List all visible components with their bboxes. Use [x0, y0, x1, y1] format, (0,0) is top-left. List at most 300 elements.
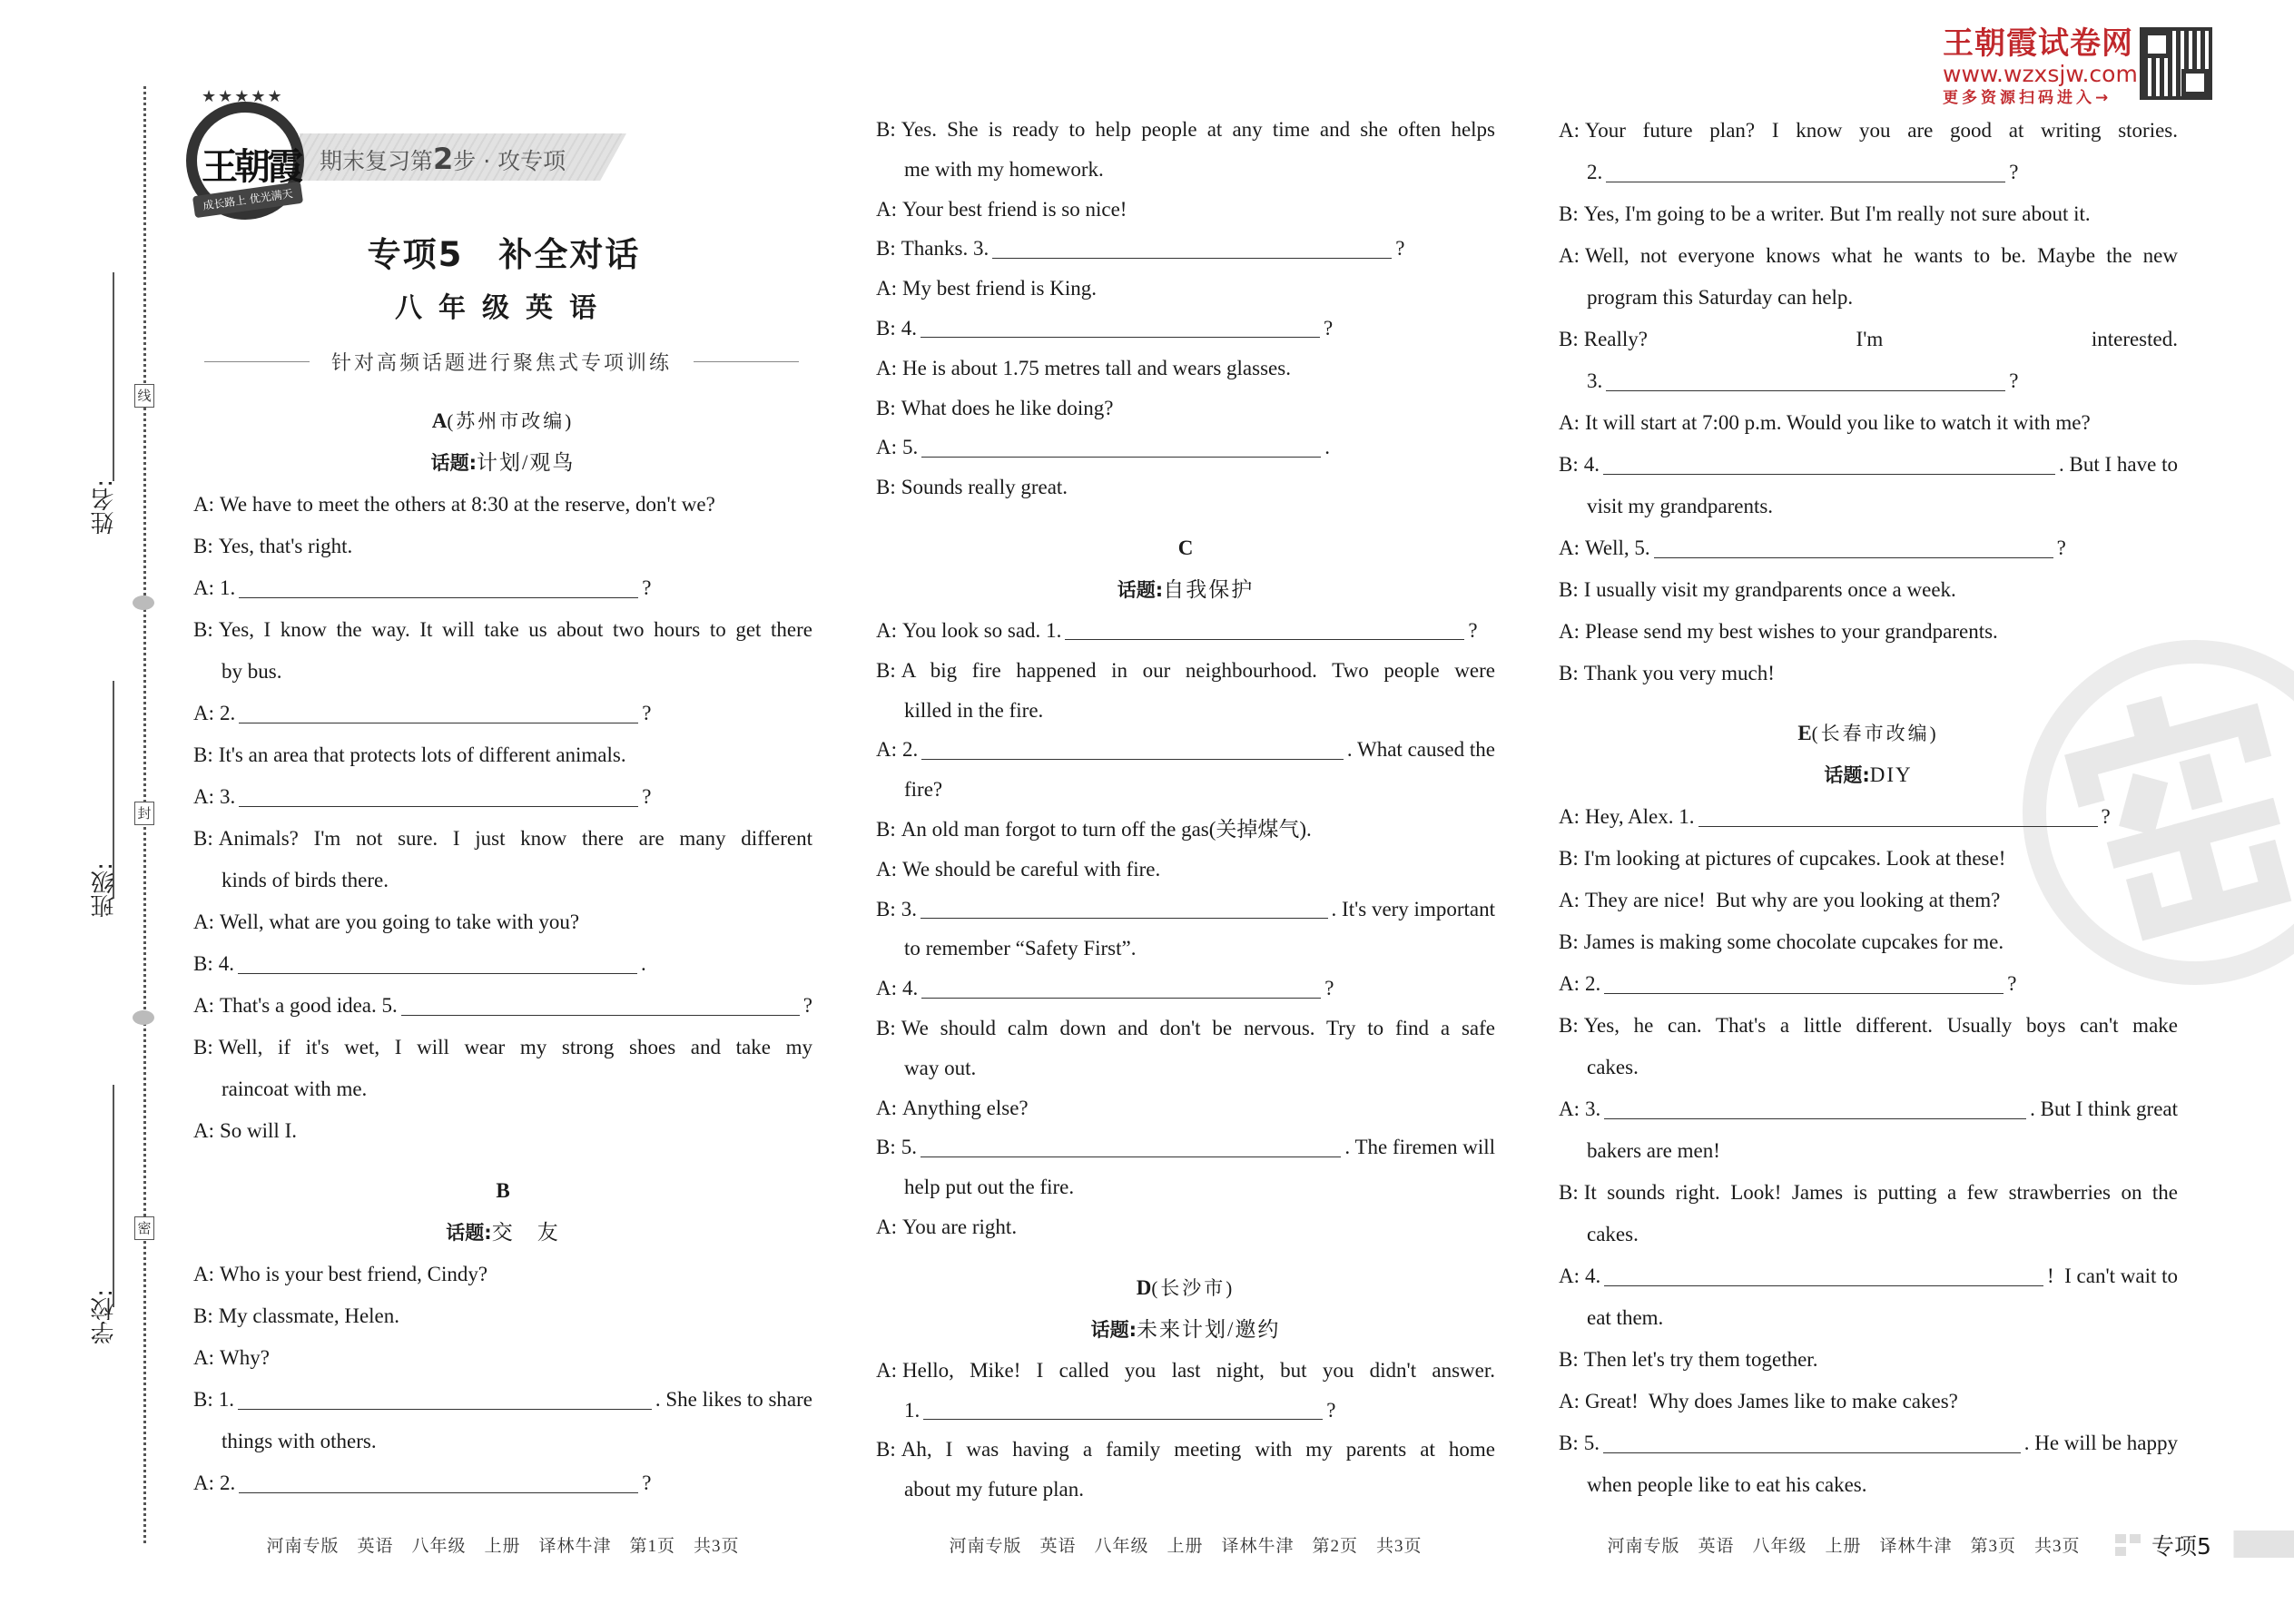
blank-suffix: . [1324, 436, 1330, 459]
speaker: B: [193, 827, 213, 850]
speaker: B: [1559, 578, 1579, 601]
line-text: Anything else? [902, 1096, 1029, 1119]
banner-step-number: 2 [433, 142, 454, 176]
dialogue-line [876, 229, 1495, 269]
footer-page-1: 河南专版 英语 八年级 上册 译林牛津 第1页 共3页 [266, 1537, 740, 1556]
line-text: Your future plan? I know you are good at writing stories. [1585, 119, 2178, 142]
answer-blank[interactable] [1604, 1267, 2043, 1286]
line-text: You are right. [902, 1215, 1018, 1238]
speaker: B: [1559, 202, 1579, 225]
dialogue-line [876, 969, 1495, 1009]
line-text: It sounds right. Look! James is putting a few strawberries on the [1583, 1181, 2178, 1204]
speaker: A: [193, 1119, 214, 1142]
dialogue-line [1559, 360, 2178, 402]
answer-blank[interactable] [921, 319, 1320, 338]
dialogue-line [1559, 1255, 2178, 1297]
line-text: bakers are men! [1587, 1139, 1720, 1162]
blank-number: 1. [220, 576, 236, 599]
line-text: I'm looking at pictures of cupcakes. Look at these! [1583, 847, 2006, 870]
blank-number: 4. [902, 977, 919, 1000]
speaker: A: [876, 857, 897, 881]
line-text: about my future plan. [904, 1478, 1085, 1501]
dialogue-line [193, 1421, 812, 1462]
dialogue-line [193, 1379, 812, 1421]
speaker: B: [193, 535, 213, 557]
speaker: B: [193, 618, 213, 641]
answer-blank[interactable] [239, 579, 638, 598]
dialogue-line [193, 526, 812, 567]
swirl-icon [133, 1010, 154, 1025]
speaker: B: [193, 1036, 213, 1058]
cut-mark: 线 [134, 384, 154, 408]
line-text: A big fire happened in our neighbourhood. Two people were [901, 658, 1495, 682]
dialogue-line [1559, 193, 2178, 235]
line-text: Well, if it's wet, I will wear my strong shoes and take my [218, 1036, 812, 1058]
line-text: way out. [904, 1056, 977, 1079]
blank-number: 1. [1046, 618, 1062, 642]
blank-number: 2. [220, 1471, 236, 1494]
line-text: fire? [904, 778, 943, 802]
dialogue-line [1559, 1381, 2178, 1422]
dialogue-line [193, 651, 812, 693]
brand-name: 王朝霞试卷网 [1943, 25, 2133, 62]
blank-suffix: . What caused the [1346, 738, 1495, 762]
blank-suffix: ? [642, 576, 652, 599]
speaker: B: [1559, 847, 1579, 870]
dialogue-line [876, 1088, 1495, 1128]
line-text: It's an area that protects lots of different animals. [218, 743, 626, 766]
page-title: 专项5 补全对话 [367, 235, 641, 274]
blank-suffix: ? [802, 994, 812, 1017]
dialogue-line [1559, 1297, 2178, 1339]
line-text: eat them. [1587, 1306, 1664, 1329]
cut-mark: 密 [134, 1216, 154, 1240]
brand-url[interactable]: www.wzxsjw.com [1943, 61, 2138, 87]
answer-blank[interactable] [1065, 621, 1464, 640]
dialogue-line [876, 691, 1495, 731]
dialogue-line [876, 309, 1495, 349]
banner-post: 步 · 攻专项 [453, 148, 566, 174]
qr-code-icon[interactable] [2140, 27, 2212, 100]
section-gap [876, 1247, 1495, 1267]
section-heading [193, 400, 812, 442]
line-text: You look so sad. [902, 618, 1047, 642]
dialogue-line [1559, 1339, 2178, 1381]
answer-blank[interactable] [1603, 456, 2055, 475]
speaker: B: [193, 1304, 213, 1327]
dialogue-line [193, 567, 812, 609]
speaker: A: [876, 436, 897, 459]
blank-number: 2. [1587, 161, 1603, 183]
dialogue-line [193, 484, 812, 526]
answer-blank[interactable] [921, 741, 1344, 760]
brand-block[interactable] [1943, 25, 2138, 109]
line-text: We should calm down and don't be nervous. Try to find a safe [901, 1016, 1495, 1039]
section-badge: 专项5 [2151, 1533, 2211, 1560]
speaker: B: [876, 476, 896, 499]
tagline-text: 针对高频话题进行聚焦式专项训练 [331, 351, 673, 374]
line-text: Why? [220, 1346, 270, 1369]
dialogue-line [1559, 277, 2178, 319]
section-source: (苏州市改编) [447, 410, 575, 432]
section-letter: E [1797, 722, 1812, 744]
dialogue-line [1559, 1047, 2178, 1088]
line-text: Thanks. [901, 237, 973, 261]
answer-blank[interactable] [1604, 1100, 2026, 1119]
swirl-icon [133, 595, 154, 610]
badge-square [2115, 1534, 2126, 1543]
answer-blank[interactable] [1606, 163, 2005, 182]
speaker: B: [1559, 1348, 1579, 1371]
topic-label: 话题: [1824, 764, 1870, 786]
dialogue-line [876, 890, 1495, 930]
blank-number: 3. [901, 897, 917, 920]
answer-blank[interactable] [1606, 372, 2005, 391]
column-3 [1559, 110, 2178, 1506]
dialogue-line [876, 1127, 1495, 1167]
line-text: Ah, I was having a family meeting with my parents at home [901, 1438, 1495, 1462]
answer-blank[interactable] [921, 979, 1321, 999]
answer-blank[interactable] [238, 1391, 652, 1410]
blank-number: 1. [904, 1398, 921, 1422]
dialogue-line [1559, 152, 2178, 193]
dialogue-line [193, 901, 812, 943]
school-label: 学校: [91, 1289, 118, 1344]
answer-blank[interactable] [1603, 1434, 2021, 1453]
speaker: B: [193, 1388, 213, 1411]
dialogue-line [876, 1048, 1495, 1088]
line-text: Yes, he can. That's a little different. Usually boys can't make [1583, 1014, 2178, 1037]
topic-label: 话题: [430, 452, 477, 474]
dialogue-line [193, 1254, 812, 1295]
speaker: A: [876, 356, 897, 379]
speaker: A: [1559, 411, 1580, 434]
dialogue-line [876, 389, 1495, 428]
dialogue-line [876, 468, 1495, 507]
line-text: Really? I'm interested. [1583, 328, 2178, 350]
line-text: Your best friend is so nice! [902, 197, 1127, 221]
line-text: So will I. [220, 1119, 297, 1142]
answer-blank[interactable] [1698, 808, 2098, 827]
speaker: B: [876, 817, 896, 841]
dialogue-line [1559, 444, 2178, 486]
speaker: B: [876, 118, 896, 141]
line-text: to remember “Safety First”. [904, 937, 1137, 960]
dialogue-line [1559, 1005, 2178, 1047]
dialogue-line [1559, 1214, 2178, 1255]
speaker: B: [1559, 662, 1579, 684]
speaker: B: [1559, 930, 1579, 953]
speaker: B: [876, 396, 896, 419]
dialogue-line [1559, 963, 2178, 1005]
blank-suffix: . The firemen will [1344, 1136, 1495, 1159]
dialogue-line [1559, 1172, 2178, 1214]
speaker: B: [876, 1016, 896, 1039]
blank-suffix: . But I think great [2030, 1097, 2178, 1120]
speaker: B: [876, 1136, 896, 1159]
topic-value: 交 友 [491, 1221, 560, 1244]
blank-suffix: . But I have to [2059, 453, 2178, 476]
topic-label: 话题: [1090, 1318, 1137, 1341]
speaker: B: [1559, 1014, 1579, 1037]
dialogue-line [876, 190, 1495, 230]
dialogue-line [876, 730, 1495, 770]
blank-suffix: ? [2056, 536, 2066, 559]
dialogue-line [193, 1068, 812, 1110]
blank-suffix: ? [1468, 618, 1478, 642]
dialogue-line [876, 651, 1495, 691]
speaker: A: [876, 1358, 897, 1382]
speaker: A: [193, 994, 214, 1017]
line-text: An old man forgot to turn off the gas(关掉煤气). [901, 817, 1312, 841]
blank-suffix: ? [2009, 161, 2019, 183]
section-heading [876, 527, 1495, 569]
banner-pre: 期末复习第 [320, 148, 434, 174]
dialogue-line [876, 110, 1495, 150]
dialogue-line [1559, 880, 2178, 921]
line-text: Animals? I'm not sure. I just know there are many different [218, 827, 812, 850]
section-heading [193, 1170, 812, 1212]
dialogue-line [193, 776, 812, 818]
blank-suffix: ? [642, 1471, 652, 1494]
blank-number: 5. [901, 1136, 917, 1159]
dialogue-line [1559, 110, 2178, 152]
speaker: B: [1559, 1181, 1579, 1204]
line-text: Yes, I know the way. It will take us about two hours to get there [218, 618, 812, 641]
answer-blank[interactable] [239, 1474, 638, 1493]
line-text: Well, not everyone knows what he wants to be. Maybe the new [1585, 244, 2178, 267]
blank-number: 4. [218, 952, 234, 975]
blank-suffix: ? [2009, 369, 2019, 392]
blank-number: 2. [902, 738, 919, 762]
speaker: A: [193, 1471, 214, 1494]
section-topic [1559, 754, 2178, 796]
answer-blank[interactable] [921, 900, 1328, 919]
section-topic [876, 1309, 1495, 1351]
blank-suffix: ? [1395, 237, 1405, 261]
speaker: A: [1559, 805, 1580, 828]
answer-blank[interactable] [1604, 975, 2004, 994]
answer-blank[interactable] [239, 788, 638, 807]
answer-blank[interactable] [238, 955, 637, 974]
speaker: A: [1559, 620, 1580, 643]
dialogue-line [1559, 1130, 2178, 1172]
dialogue-line [193, 1462, 812, 1504]
section-letter: C [1177, 536, 1194, 559]
line-text: We should be careful with fire. [902, 857, 1161, 881]
speaker: A: [193, 785, 214, 808]
speaker: A: [1559, 1097, 1580, 1120]
speaker: A: [876, 1215, 897, 1238]
dialogue-line [1559, 611, 2178, 653]
speaker: A: [1559, 119, 1580, 142]
topic-label: 话题: [1117, 578, 1164, 601]
blank-number: 4. [1583, 453, 1600, 476]
blank-number: 2. [220, 702, 236, 724]
section-letter: B [496, 1179, 510, 1202]
speaker: A: [1559, 972, 1580, 995]
section-topic [193, 442, 812, 484]
blank-number: 5. [1634, 536, 1650, 559]
topic-value: 未来计划/邀约 [1137, 1317, 1281, 1341]
dialogue-line [1559, 838, 2178, 880]
section-topic [193, 1212, 812, 1254]
line-text: program this Saturday can help. [1587, 286, 1854, 309]
dialogue-line [193, 693, 812, 734]
cut-mark: 封 [134, 802, 154, 825]
blank-number: 5. [381, 994, 398, 1017]
answer-blank[interactable] [921, 438, 1321, 458]
line-text: James is making some chocolate cupcakes for me. [1583, 930, 2004, 953]
dialogue-line [876, 850, 1495, 890]
line-text: Well, [1585, 536, 1635, 559]
line-text: help put out the fire. [904, 1176, 1075, 1199]
dialogue-line [876, 150, 1495, 190]
speaker: A: [1559, 244, 1580, 267]
line-text: I usually visit my grandparents once a week. [1583, 578, 1956, 601]
dialogue-line [1559, 319, 2178, 360]
section-topic [876, 569, 1495, 611]
line-text: Hey, Alex. [1585, 805, 1679, 828]
speaker: B: [876, 658, 896, 682]
line-text: Well, what are you going to take with you? [220, 910, 580, 933]
footer-page-2: 河南专版 英语 八年级 上册 译林牛津 第2页 共3页 [949, 1537, 1423, 1556]
tagline-rule [204, 361, 310, 362]
topic-value: 自我保护 [1163, 577, 1255, 601]
line-text: Who is your best friend, Cindy? [220, 1263, 488, 1285]
dialogue-line [876, 611, 1495, 651]
answer-blank[interactable] [921, 1138, 1341, 1157]
line-text: Sounds really great. [901, 476, 1068, 499]
line-text: That's a good idea. [220, 994, 382, 1017]
line-text: They are nice! But why are you looking at them? [1585, 889, 2001, 911]
section-source: (长沙市) [1151, 1276, 1236, 1299]
speaker: B: [193, 743, 213, 766]
line-text: Great! Why does James like to make cakes? [1585, 1390, 1958, 1412]
blank-number: 4. [1585, 1265, 1601, 1287]
section-gap [193, 1152, 812, 1170]
blank-number: 3. [972, 237, 989, 261]
speaker: A: [876, 1096, 897, 1119]
dialogue-line [876, 1470, 1495, 1510]
line-text: Please send my best wishes to your grandparents. [1585, 620, 1998, 643]
line-text: cakes. [1587, 1056, 1639, 1078]
speaker: B: [1559, 328, 1579, 350]
blank-suffix: ? [1324, 977, 1334, 1000]
line-text: He is about 1.75 metres tall and wears glasses. [902, 356, 1291, 379]
line-text: Then let's try them together. [1583, 1348, 1818, 1371]
blank-suffix: ? [2007, 972, 2017, 995]
name-label: 姓名: [91, 479, 118, 535]
school-field[interactable] [113, 1085, 114, 1307]
speaker: A: [876, 618, 897, 642]
class-label: 班级: [91, 862, 118, 918]
line-text: It will start at 7:00 p.m. Would you like to watch it with me? [1585, 411, 2091, 434]
section-gap [1559, 694, 2178, 713]
speaker: A: [1559, 1390, 1580, 1412]
answer-blank[interactable] [992, 240, 1392, 259]
dialogue-line [876, 1207, 1495, 1247]
speaker: A: [876, 277, 897, 300]
blank-number: 5. [1583, 1432, 1600, 1454]
speaker: B: [876, 1438, 896, 1462]
dialogue-line [876, 1391, 1495, 1431]
brand-cta: 更多资源扫码进入→ [1943, 89, 2112, 107]
speaker: B: [1559, 1432, 1579, 1454]
speaker: A: [193, 910, 214, 933]
speaker: A: [1559, 536, 1580, 559]
speaker: B: [193, 952, 213, 975]
dialogue-line [1559, 796, 2178, 838]
line-text: Yes. She is ready to help people at any time and she often helps [901, 118, 1495, 141]
blank-number: 4. [901, 316, 917, 340]
dialogue-line [876, 770, 1495, 810]
banner-text [320, 142, 566, 176]
speaker: A: [193, 1263, 214, 1285]
line-text: Thank you very much! [1583, 662, 1775, 684]
section-letter: A [431, 409, 448, 432]
dialogue-line [876, 810, 1495, 850]
speaker: B: [876, 897, 896, 920]
speaker: B: [876, 237, 896, 261]
answer-blank[interactable] [401, 997, 800, 1016]
line-text: kinds of birds there. [222, 869, 389, 891]
dialogue-line [193, 818, 812, 860]
section-source: (长春市改编) [1811, 723, 1939, 744]
dialogue-line [193, 1295, 812, 1337]
logo-stars: ★★★★★ [202, 87, 284, 105]
blank-suffix: ? [1326, 1398, 1336, 1422]
section-letter: D [1136, 1275, 1152, 1299]
speaker: A: [193, 1346, 214, 1369]
blank-suffix: ? [642, 785, 652, 808]
dialogue-line [876, 428, 1495, 468]
topic-value: DIY [1869, 763, 1913, 786]
blank-number: 5. [902, 436, 919, 459]
blank-number: 3. [220, 785, 236, 808]
line-text: My best friend is King. [902, 277, 1098, 300]
blank-suffix: ? [2101, 805, 2111, 828]
answer-blank[interactable] [923, 1401, 1323, 1420]
speaker: A: [193, 576, 214, 599]
dialogue-line [1559, 235, 2178, 277]
speaker: A: [193, 702, 214, 724]
topic-value: 计划/观鸟 [477, 451, 576, 474]
blank-suffix: . [640, 952, 646, 975]
badge-square [2115, 1547, 2126, 1556]
blank-suffix: . He will be happy [2023, 1432, 2178, 1454]
line-text: Yes, that's right. [218, 535, 353, 557]
logo-ribbon: 成长路上 优光满天 [192, 182, 303, 218]
dialogue-line [193, 734, 812, 776]
dialogue-line [193, 860, 812, 901]
tagline [204, 348, 799, 376]
dialogue-line [193, 1337, 812, 1379]
line-text: me with my homework. [904, 157, 1104, 181]
dialogue-line [876, 1009, 1495, 1048]
line-text: things with others. [222, 1430, 377, 1452]
blank-number: 1. [218, 1388, 234, 1411]
line-text: Hello, Mike! I called you last night, but you didn't answer. [902, 1358, 1495, 1382]
dialogue-line [876, 349, 1495, 389]
answer-blank[interactable] [1654, 539, 2053, 558]
blank-number: 1. [1679, 805, 1695, 828]
answer-blank[interactable] [239, 704, 638, 723]
blank-number: 3. [1587, 369, 1603, 392]
dialogue-line [1559, 527, 2178, 569]
blank-suffix: ? [642, 702, 652, 724]
speaker: A: [1559, 889, 1580, 911]
